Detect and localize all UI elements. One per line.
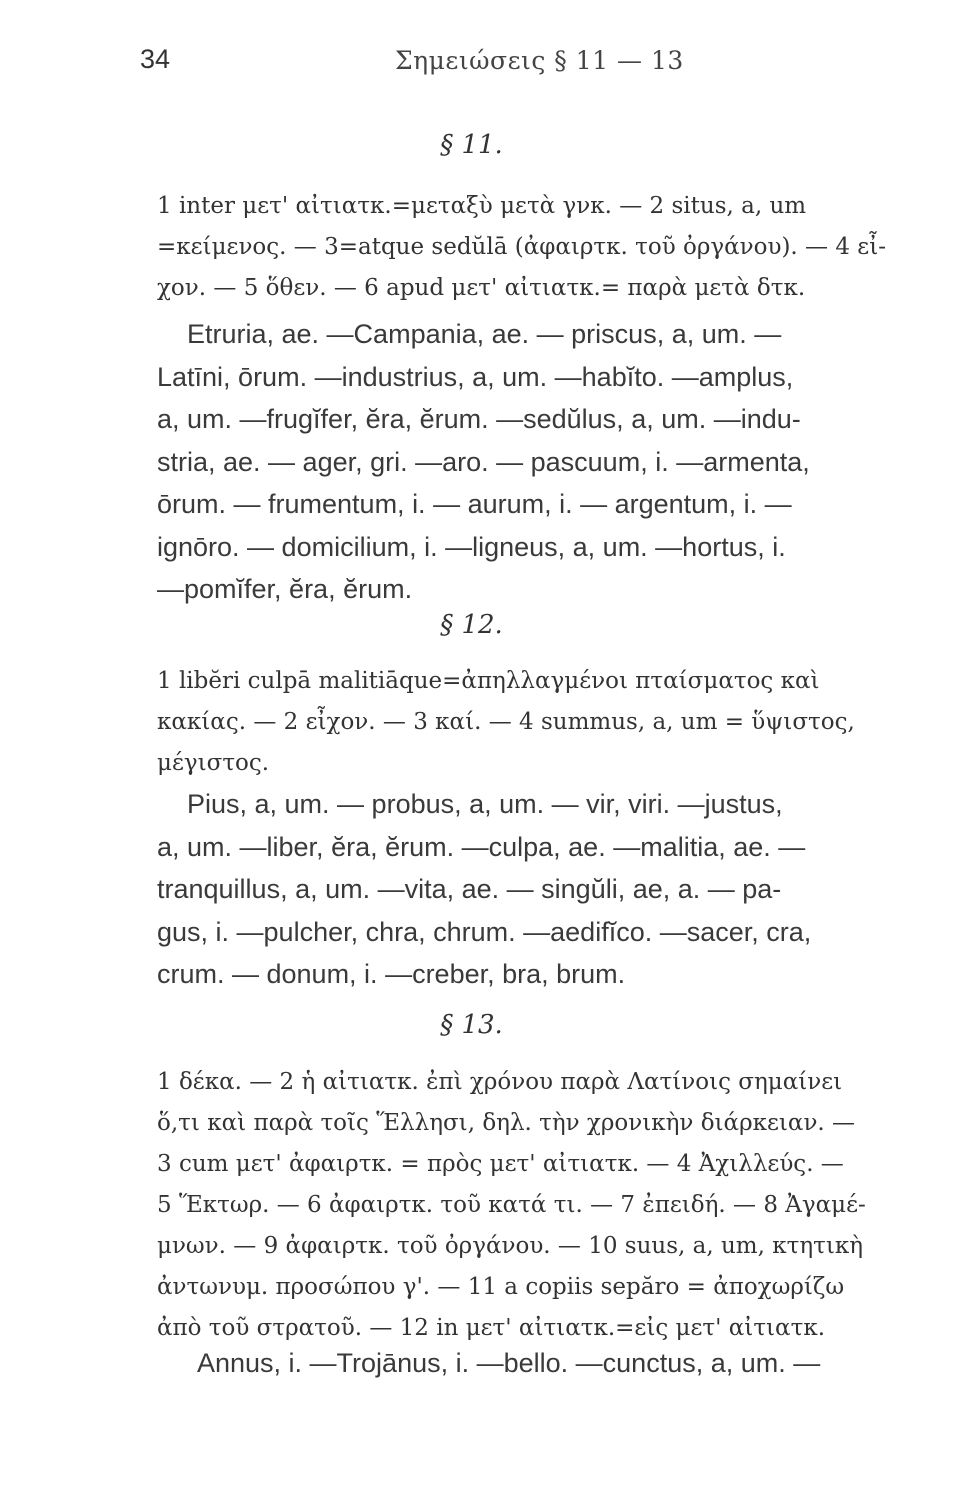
note-line: χον. — 5 ὅθεν. — 6 apud μετ' αἰτιατκ.= παρὰ μετὰ δτκ. bbox=[157, 275, 806, 301]
vocab-line: ōrum. — frumentum, i. — aurum, i. — argentum, i. — bbox=[157, 489, 792, 519]
section-heading-12: § 12. bbox=[440, 610, 503, 640]
vocab-line: a, um. —frugĭfer, ĕra, ĕrum. —sedŭlus, a, um. —indu- bbox=[157, 404, 801, 434]
section-heading-13: § 13. bbox=[440, 1010, 503, 1040]
running-head bbox=[140, 44, 840, 84]
vocab-line: a, um. —liber, ĕra, ĕrum. —culpa, ae. —malitia, ae. — bbox=[157, 831, 806, 862]
note-line: 1 libĕri culpā malitiāque=ἀπηλλαγμένοι πταίσματος καὶ bbox=[157, 668, 820, 694]
note-line: ἀπὸ τοῦ στρατοῦ. — 12 in μετ' αἰτιατκ.=εἰς μετ' αἰτιατκ. bbox=[157, 1315, 825, 1341]
vocab-line: Etruria, ae. —Campania, ae. — priscus, a, um. — bbox=[187, 319, 782, 349]
notes-section-13 bbox=[157, 1062, 952, 1349]
vocabulary-section-12 bbox=[157, 783, 952, 996]
vocab-line: —pomĭfer, ĕra, ĕrum. bbox=[157, 574, 413, 604]
vocab-line: crum. — donum, i. —creber, bra, brum. bbox=[157, 959, 626, 989]
vocabulary-section-13 bbox=[157, 1342, 952, 1385]
note-line: ἀντωνυμ. προσώπου γ'. — 11 a copiis sepăro = ἀποχωρίζω bbox=[157, 1274, 845, 1300]
note-line: 1 inter μετ' αἰτιατκ.=μεταξὺ μετὰ γνκ. — 2 situs, a, um bbox=[157, 193, 807, 219]
notes-section-11 bbox=[157, 186, 952, 309]
vocab-line: Pius, a, um. — probus, a, um. — vir, viri. —justus, bbox=[187, 789, 783, 819]
note-line: ὅ,τι καὶ παρὰ τοῖς Ἕλλησι, δηλ. τὴν χρονικὴν διάρκειαν. — bbox=[157, 1110, 856, 1136]
vocab-line: tranquillus, a, um. —vita, ae. — singŭli, ae, a. — pa- bbox=[157, 874, 782, 904]
note-line: =κείμενος. — 3=atque sedŭlā (ἀφαιρτκ. τοῦ ὀργάνου). — 4 εἶ- bbox=[157, 234, 887, 260]
vocab-line: ignōro. — domicilium, i. —ligneus, a, um. —hortus, i. bbox=[157, 531, 786, 562]
running-title: Σημειώσεις § 11 — 13 bbox=[395, 46, 684, 75]
notes-section-12 bbox=[157, 661, 952, 784]
note-line: 1 δέκα. — 2 ἡ αἰτιατκ. ἐπὶ χρόνου παρὰ Λατίνοις σημαίνει bbox=[157, 1069, 843, 1095]
note-line: μνων. — 9 ἀφαιρτκ. τοῦ ὀργάνου. — 10 suus, a, um, κτητικὴ bbox=[157, 1233, 864, 1259]
vocab-line: Annus, i. —Trojānus, i. —bello. —cunctus, a, um. — bbox=[197, 1348, 821, 1378]
note-line: 5 Ἕκτωρ. — 6 ἀφαιρτκ. τοῦ κατά τι. — 7 ἐπειδή. — 8 Ἀγαμέ- bbox=[157, 1192, 866, 1218]
note-line: κακίας. — 2 εἶχον. — 3 καί. — 4 summus, a, um = ὕψιστος, bbox=[157, 709, 855, 735]
page-number: 34 bbox=[140, 44, 171, 74]
vocab-line: gus, i. —pulcher, chra, chrum. —aedifĭco. —sacer, cra, bbox=[157, 916, 812, 947]
note-line: μέγιστος. bbox=[157, 750, 270, 776]
section-heading-11: § 11. bbox=[440, 130, 503, 160]
vocab-line: Latīni, ōrum. —industrius, a, um. —habĭto. —amplus, bbox=[157, 361, 794, 392]
vocab-line: stria, ae. — ager, gri. —aro. — pascuum, i. —armenta, bbox=[157, 446, 810, 477]
note-line: 3 cum μετ' ἀφαιρτκ. = πρὸς μετ' αἰτιατκ. — 4 Ἀχιλλεύς. — bbox=[157, 1151, 844, 1177]
vocabulary-section-11 bbox=[157, 313, 952, 611]
